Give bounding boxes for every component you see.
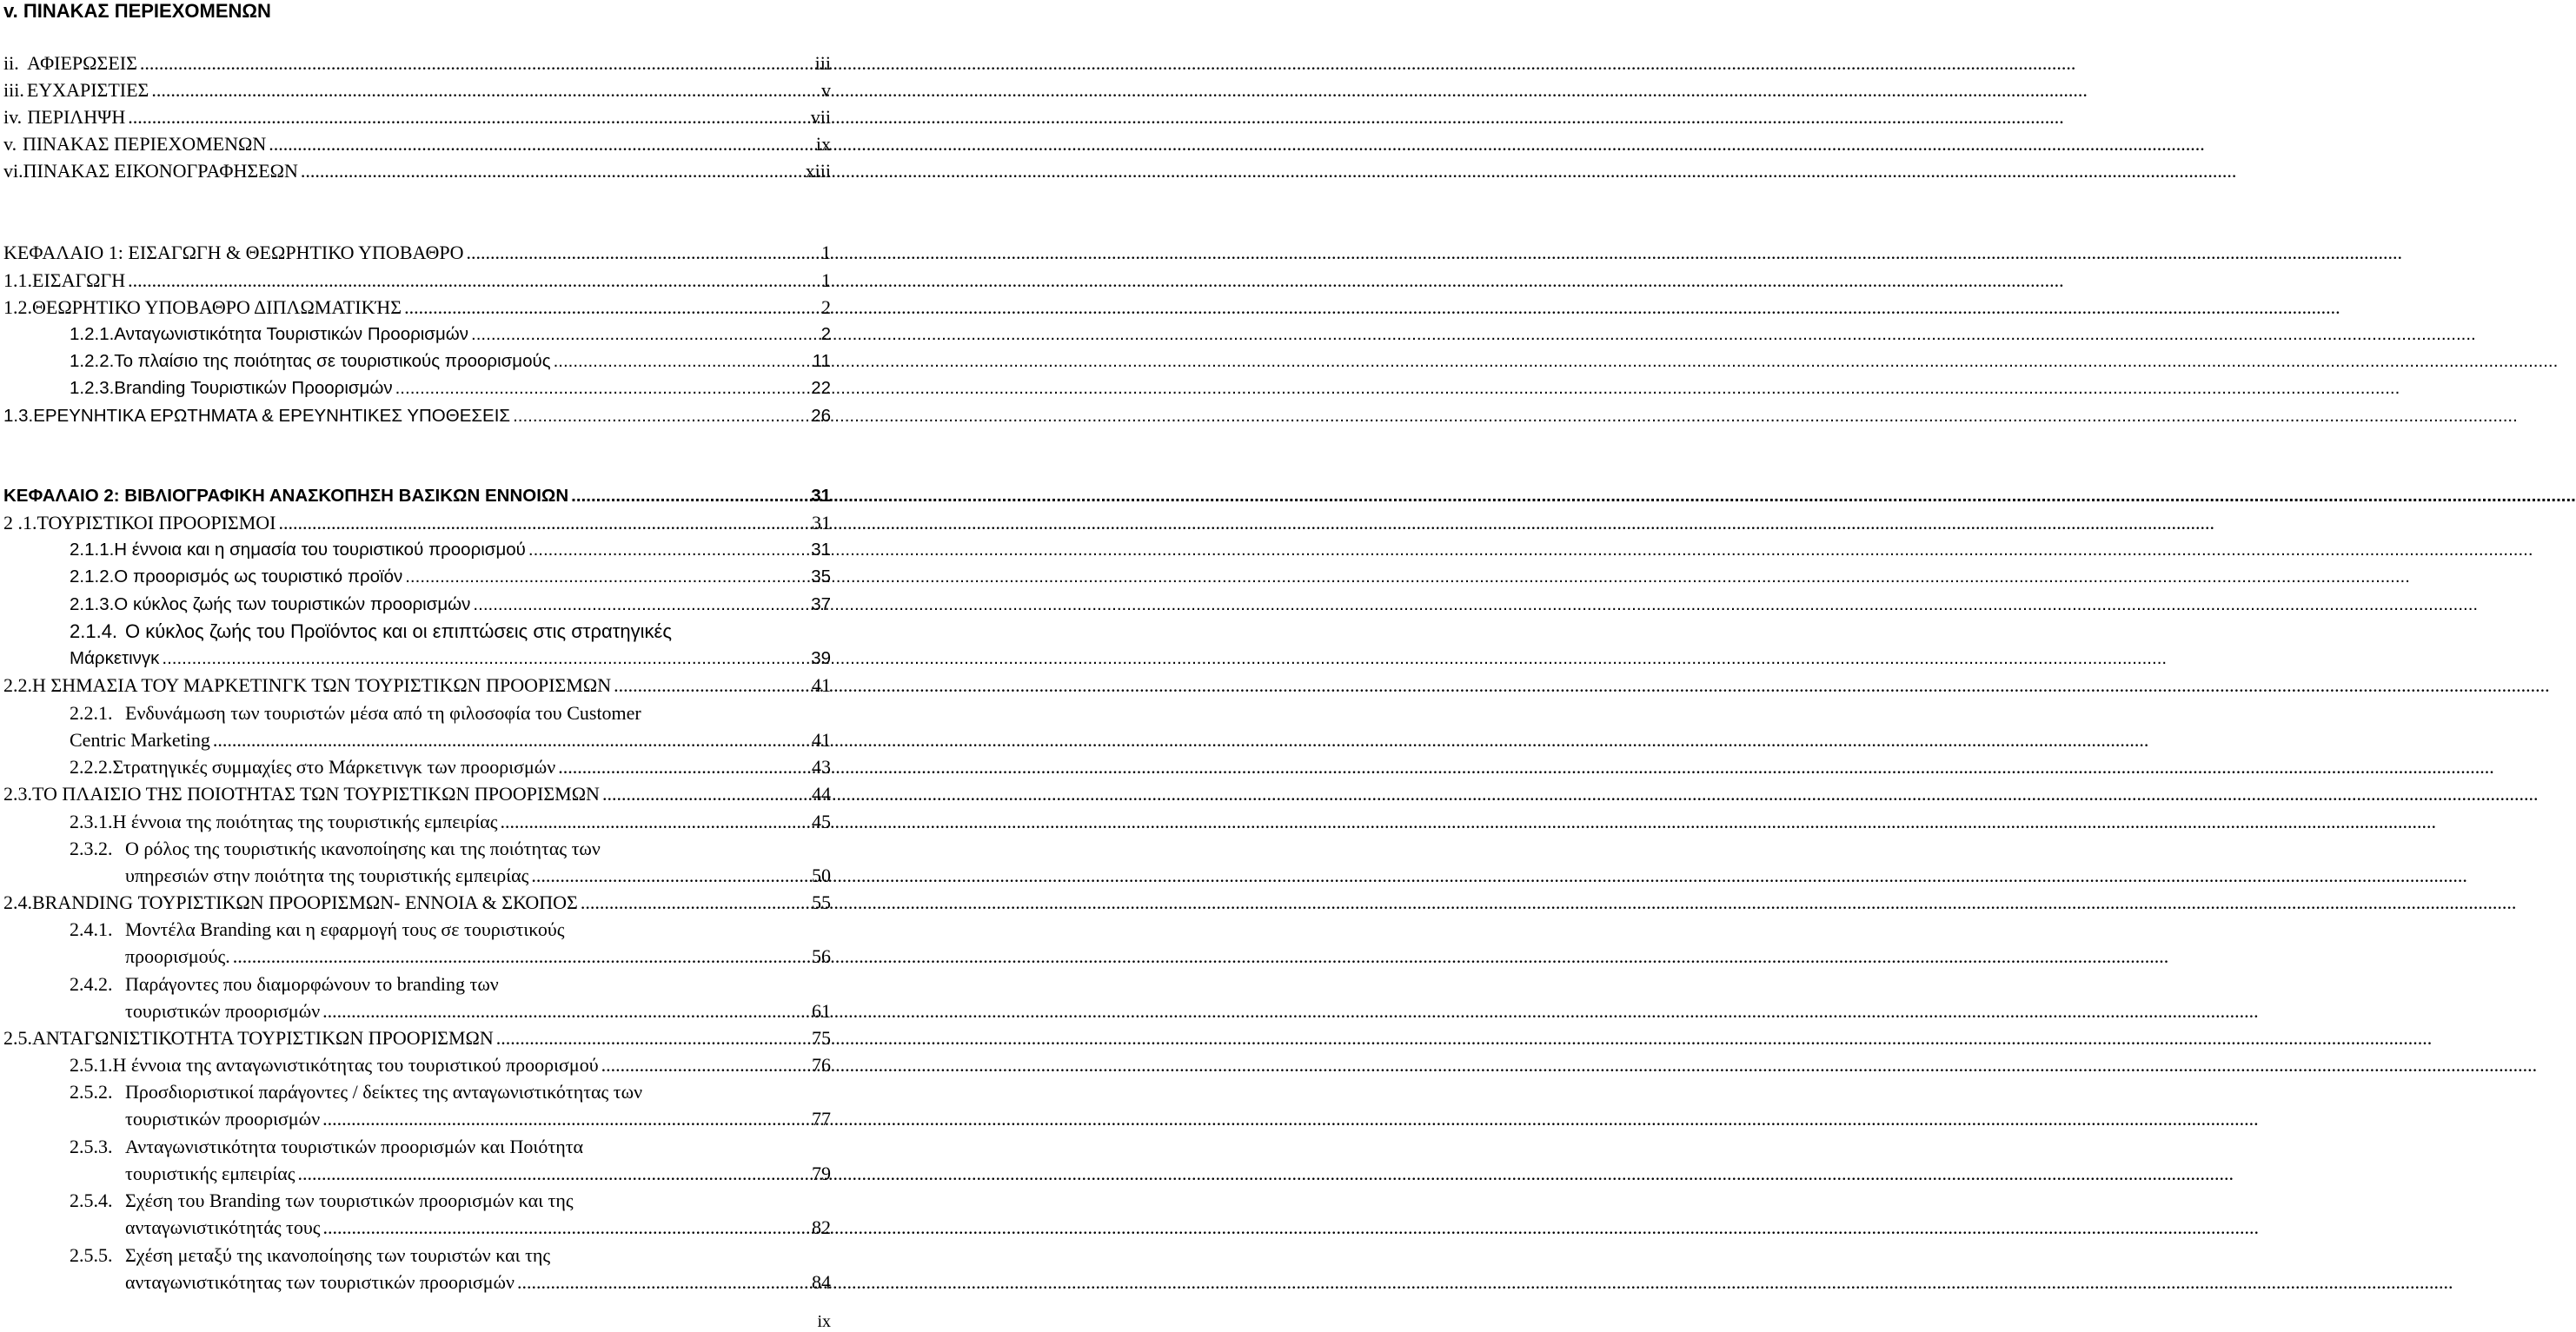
toc-entry[interactable]: 2.2.2. Στρατηγικές συμμαχίες στο Μάρκετινγκ των προορισμών ..... 43 <box>70 756 831 779</box>
toc-entry[interactable]: 2.1.3. Ο κύκλος ζωής των τουριστικών προορισμών ..... 37 <box>70 593 831 616</box>
toc-entry-second-line[interactable]: προορισμούς. ..... 56 <box>125 945 831 968</box>
toc-entry-first-line[interactable]: 2.5.5. Σχέση μεταξύ της ικανοποίησης των τουριστών και της <box>70 1244 551 1266</box>
toc-entry-first-line[interactable]: 2.2.1. Ενδυνάμωση των τουριστών μέσα από τη φιλοσοφία του Customer <box>70 702 641 724</box>
toc-entry[interactable]: iii. ΕΥΧΑΡΙΣΤΙΕΣ ..... v <box>3 79 831 102</box>
page-number: ix <box>817 1312 831 1331</box>
chapter-2-entry[interactable]: ΚΕΦΑΛΑΙΟ 2: ΒΙΒΛΙΟΓΡΑΦΙΚΗ ΑΝΑΣΚΟΠΗΣΗ ΒΑΣΙΚΩΝ ΕΝΝΟΙΩΝ ..... 31 <box>3 485 831 507</box>
toc-entry[interactable]: 2.4. BRANDING ΤΟΥΡΙΣΤΙΚΩΝ ΠΡΟΟΡΙΣΜΩΝ- ΕΝΝΟΙΑ & ΣΚΟΠΟΣ ..... 55 <box>3 891 831 914</box>
toc-entry[interactable]: ii. ΑΦΙΕΡΩΣΕΙΣ ..... iii <box>3 52 831 75</box>
toc-entry[interactable]: 2.2. Η ΣΗΜΑΣΙΑ ΤΟΥ ΜΑΡΚΕΤΙΝΓΚ ΤΩΝ ΤΟΥΡΙΣΤΙΚΩΝ ΠΡΟΟΡΙΣΜΩΝ ..... 41 <box>3 674 831 697</box>
toc-entry[interactable]: 2.3.1. Η έννοια της ποιότητας της τουριστικής εμπειρίας ..... 45 <box>70 811 831 833</box>
toc-entry[interactable]: 1.2. ΘΕΩΡΗΤΙΚΟ ΥΠΟΒΑΘΡΟ ΔΙΠΛΩΜΑΤΙΚΉΣ ..... 2 <box>3 296 831 319</box>
toc-entry-first-line[interactable]: 2.1.4. Ο κύκλος ζωής του Προϊόντος και οι επιπτώσεις στις στρατηγικές <box>70 620 672 642</box>
toc-entry[interactable]: 1.2.1. Ανταγωνιστικότητα Τουριστικών Προορισμών ..... 2 <box>70 323 831 346</box>
page-heading: v. ΠΙΝΑΚΑΣ ΠΕΡΙΕΧΟΜΕΝΩΝ <box>3 0 271 22</box>
toc-entry-second-line[interactable]: Μάρκετινγκ ..... 39 <box>70 647 831 670</box>
toc-entry[interactable]: 2.3. ΤΟ ΠΛΑΙΣΙΟ ΤΗΣ ΠΟΙΟΤΗΤΑΣ ΤΩΝ ΤΟΥΡΙΣΤΙΚΩΝ ΠΡΟΟΡΙΣΜΩΝ ..... 44 <box>3 783 831 805</box>
toc-entry-first-line[interactable]: 2.5.3. Ανταγωνιστικότητα τουριστικών προορισμών και Ποιότητα <box>70 1136 584 1157</box>
toc-entry[interactable]: iv. ΠΕΡΙΛΗΨΗ ..... vii <box>3 106 831 129</box>
toc-entry[interactable]: 2.5. ΑΝΤΑΓΩΝΙΣΤΙΚΟΤΗΤΑ ΤΟΥΡΙΣΤΙΚΩΝ ΠΡΟΟΡΙΣΜΩΝ ..... 75 <box>3 1027 831 1050</box>
toc-entry[interactable]: 2.5.1. Η έννοια της ανταγωνιστικότητας του τουριστικού προορισμού ..... 76 <box>70 1054 831 1077</box>
toc-entry-first-line[interactable]: 2.4.2. Παράγοντες που διαμορφώνουν το branding των <box>70 973 499 995</box>
toc-entry-first-line[interactable]: 2.3.2. Ο ρόλος της τουριστικής ικανοποίησης και της ποιότητας των <box>70 838 601 859</box>
toc-entry-first-line[interactable]: 2.5.2. Προσδιοριστικοί παράγοντες / δείκτες της ανταγωνιστικότητας των <box>70 1081 643 1103</box>
toc-entry[interactable]: 1.2.3. Branding Τουριστικών Προορισμών ..... 22 <box>70 377 831 400</box>
toc-entry[interactable]: vi. ΠΙΝΑΚΑΣ ΕΙΚΟΝΟΓΡΑΦΗΣΕΩΝ ..... xiii <box>3 160 831 182</box>
toc-entry[interactable]: 2 .1. ΤΟΥΡΙΣΤΙΚΟΙ ΠΡΟΟΡΙΣΜΟΙ ..... 31 <box>3 512 831 534</box>
toc-entry-second-line[interactable]: τουριστικών προορισμών ..... 61 <box>125 1000 831 1023</box>
toc-entry[interactable]: 1.1. ΕΙΣΑΓΩΓΗ ..... 1 <box>3 269 831 292</box>
toc-entry-second-line[interactable]: Centric Marketing ..... 41 <box>70 729 831 752</box>
toc-page <box>0 0 834 1330</box>
toc-entry-second-line[interactable]: ανταγωνιστικότητας των τουριστικών προορισμών ..... 84 <box>125 1271 831 1294</box>
toc-entry[interactable]: 1.3. ΕΡΕΥΝΗΤΙΚΑ ΕΡΩΤΗΜΑΤΑ & ΕΡΕΥΝΗΤΙΚΕΣ ΥΠΟΘΕΣΕΙΣ ..... 26 <box>3 405 831 427</box>
toc-entry[interactable]: 2.1.1. Η έννοια και η σημασία του τουριστικού προορισμού ..... 31 <box>70 539 831 561</box>
toc-entry-first-line[interactable]: 2.5.4. Σχέση του Branding των τουριστικών προορισμών και της <box>70 1190 574 1211</box>
toc-entry-second-line[interactable]: τουριστικής εμπειρίας ..... 79 <box>125 1163 831 1185</box>
toc-entry[interactable]: 2.1.2. Ο προορισμός ως τουριστικό προϊόν ..... 35 <box>70 566 831 588</box>
toc-entry[interactable]: v. ΠΙΝΑΚΑΣ ΠΕΡΙΕΧΟΜΕΝΩΝ ..... ix <box>3 133 831 156</box>
toc-entry-second-line[interactable]: ανταγωνιστικότητάς τους ..... 82 <box>125 1216 831 1239</box>
toc-entry-second-line[interactable]: υπηρεσιών στην ποιότητα της τουριστικής εμπειρίας ..... 50 <box>125 865 831 887</box>
toc-entry-first-line[interactable]: 2.4.1. Μοντέλα Branding και η εφαρμογή τους σε τουριστικούς <box>70 918 565 940</box>
toc-entry[interactable]: 1.2.2. Το πλαίσιο της ποιότητας σε τουριστικούς προορισμούς ..... 11 <box>70 350 831 373</box>
toc-entry-second-line[interactable]: τουριστικών προορισμών ..... 77 <box>125 1108 831 1130</box>
chapter-1-entry[interactable]: ΚΕΦΑΛΑΙΟ 1: ΕΙΣΑΓΩΓΗ & ΘΕΩΡΗΤΙΚΟ ΥΠΟΒΑΘΡΟ ..... 1 <box>3 242 831 264</box>
